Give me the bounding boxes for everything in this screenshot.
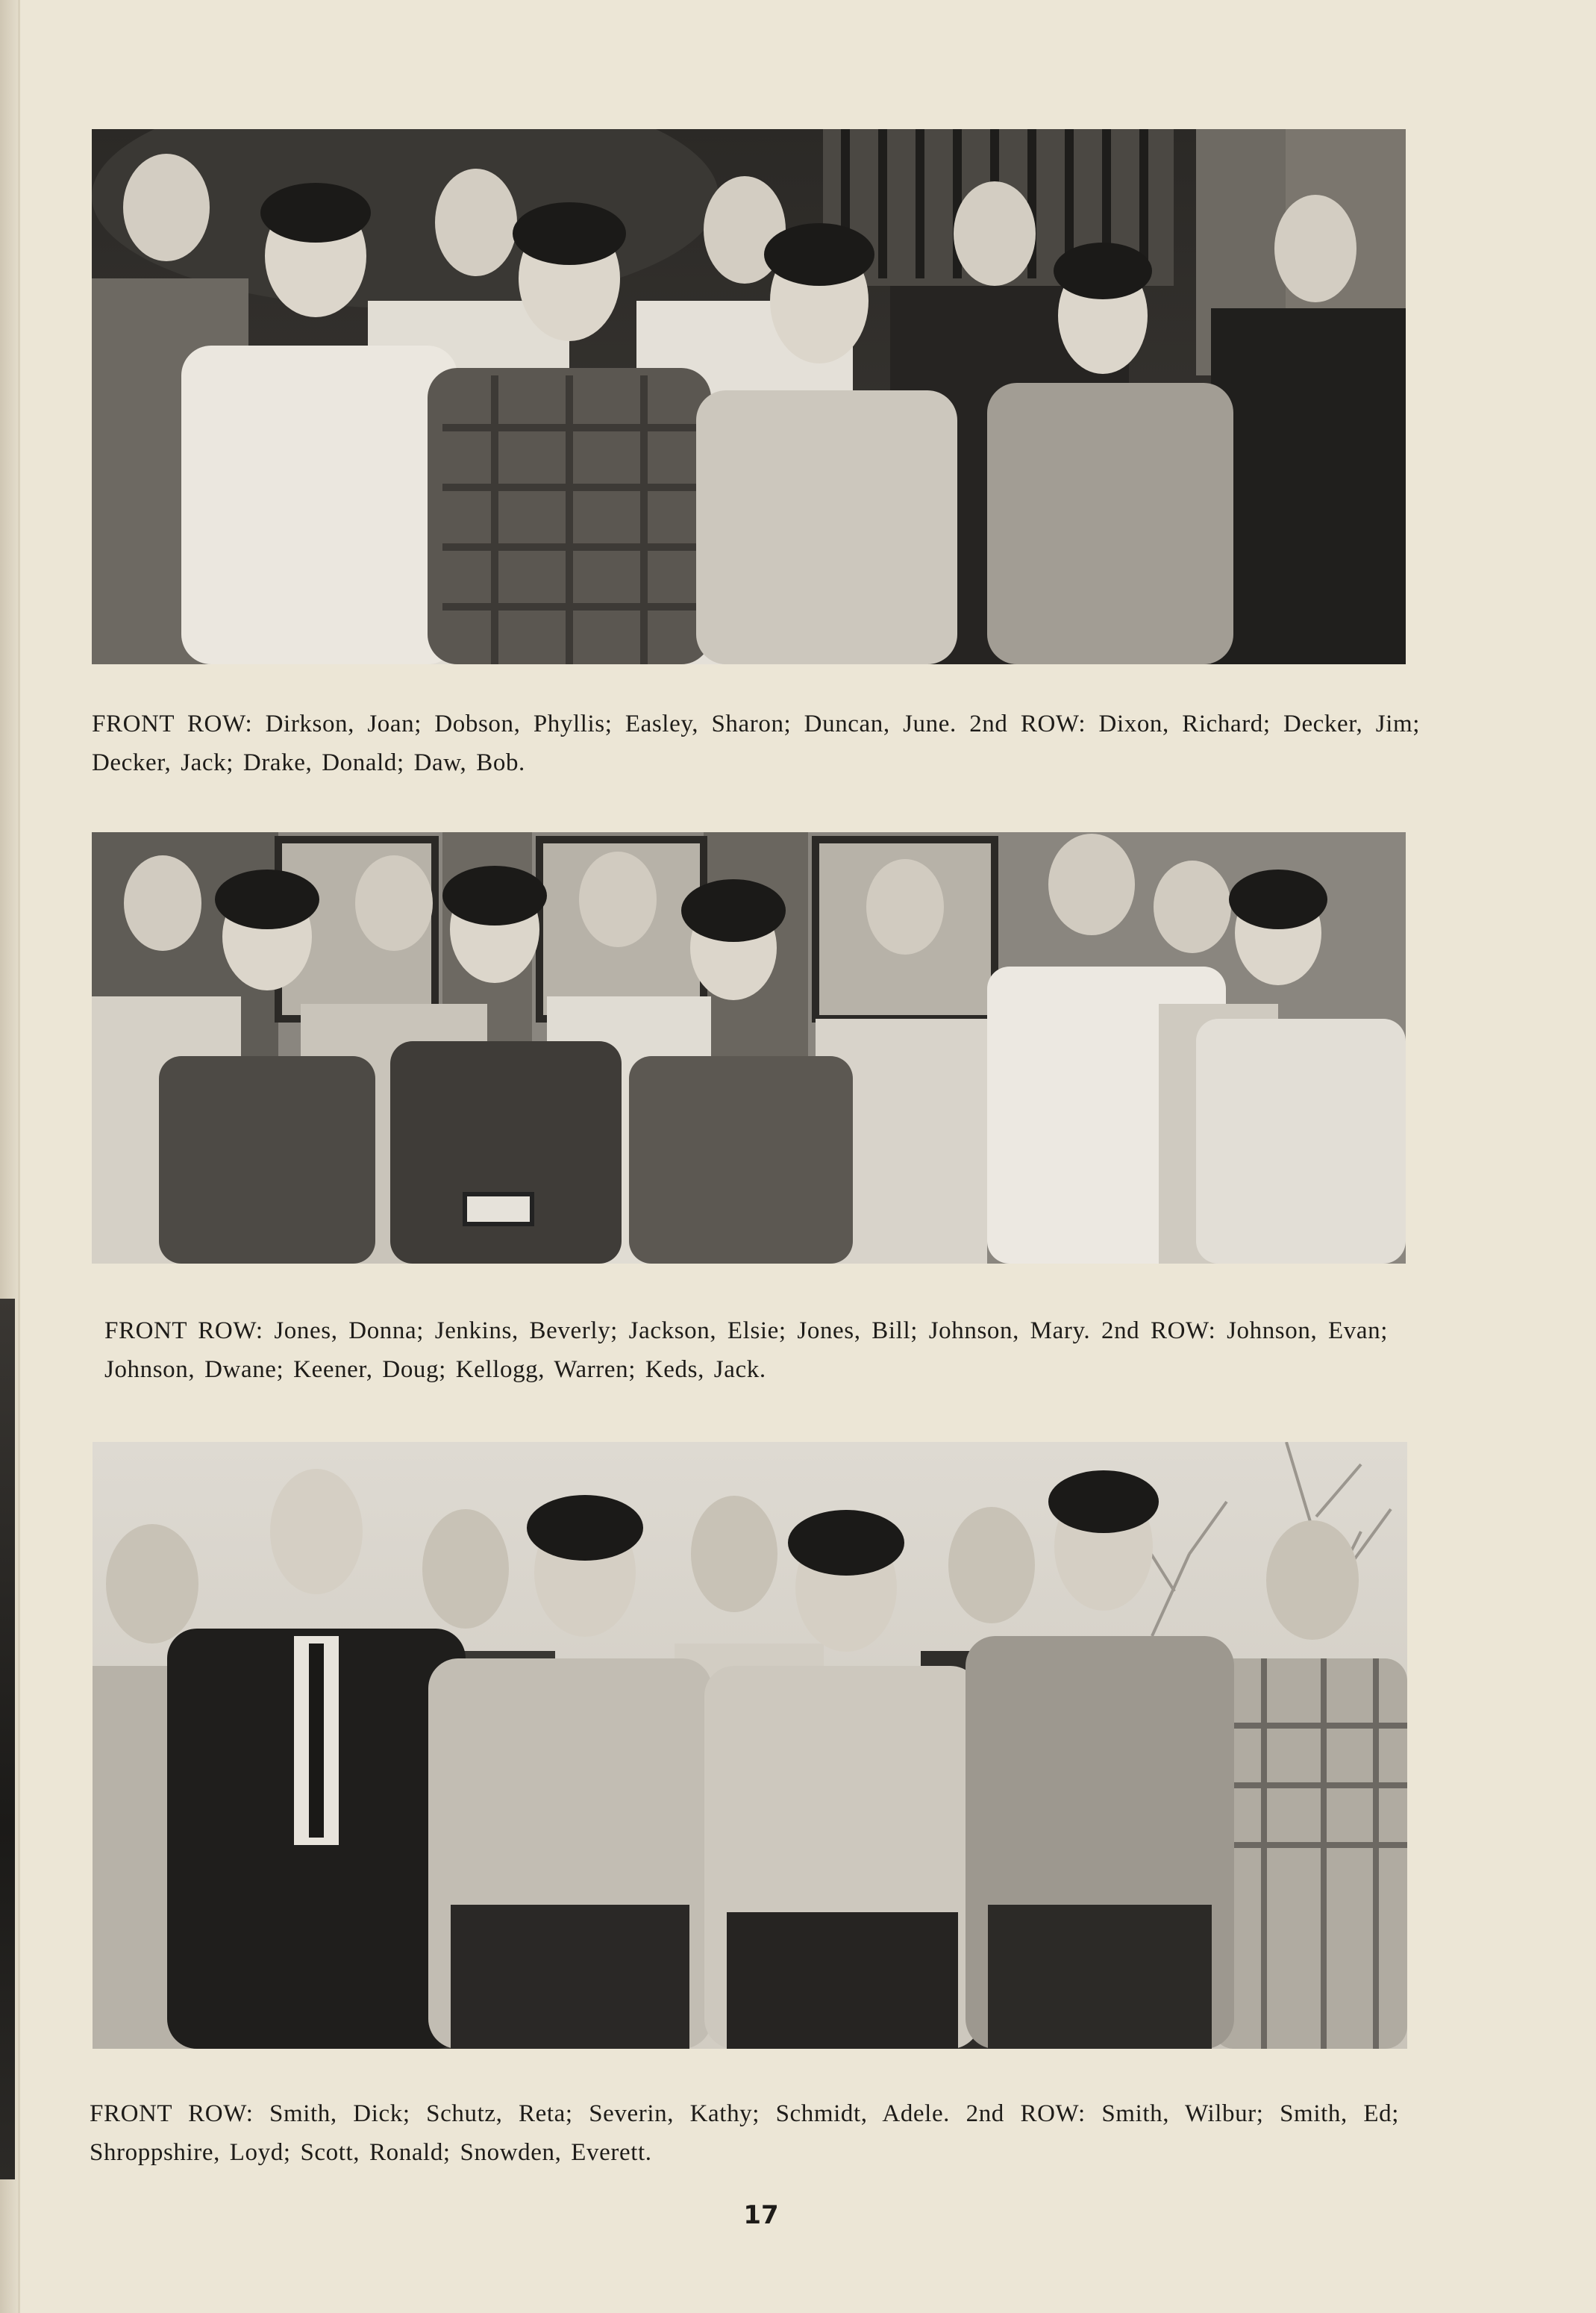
group-photo-1 bbox=[92, 129, 1406, 664]
group-photo-2 bbox=[92, 832, 1406, 1264]
caption-group-3: FRONT ROW: Smith, Dick; Schutz, Reta; Severin, Kathy; Schmidt, Adele. 2nd ROW: Smith, Wilbur; Smith, Ed; Shroppshire, Loyd; Scott, Ronald; Snowden, Everett. bbox=[90, 2100, 1399, 2166]
spine-shadow bbox=[0, 1299, 15, 2179]
caption-group-2: FRONT ROW: Jones, Donna; Jenkins, Beverly; Jackson, Elsie; Jones, Bill; Johnson, Mary. 2nd ROW: Johnson, Evan; Johnson, Dwane; Keener, Doug; Kellogg, Warren; Keds, Jack. bbox=[104, 1317, 1388, 1383]
caption-group-1: FRONT ROW: Dirkson, Joan; Dobson, Phyllis; Easley, Sharon; Duncan, June. 2nd ROW: Dixon, Richard; Decker, Jim; Decker, Jack; Drake, Donald; Daw, Bob. bbox=[92, 711, 1420, 776]
group-photo-3 bbox=[93, 1442, 1407, 2049]
page-edge bbox=[18, 0, 20, 2313]
page-number: 17 bbox=[743, 2200, 779, 2230]
